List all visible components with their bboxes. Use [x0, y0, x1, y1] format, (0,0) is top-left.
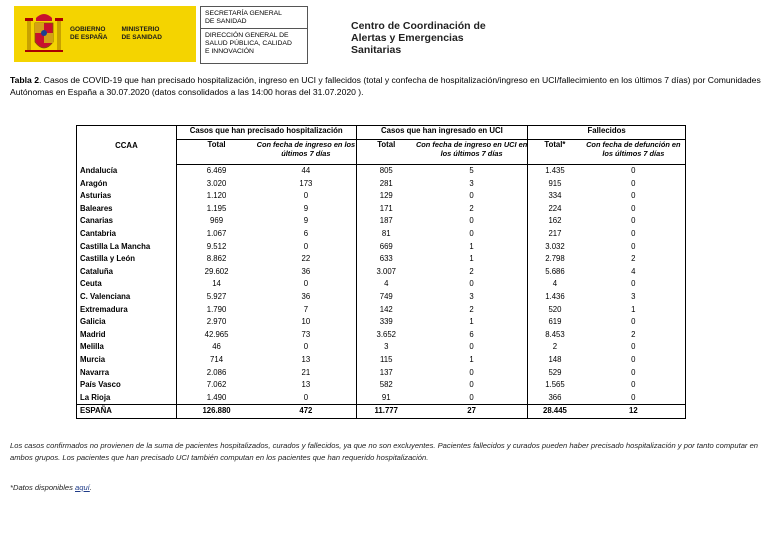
cell-fall-total: 224	[548, 203, 562, 213]
cell-ccaa: Murcia	[77, 354, 177, 367]
cell-fall-7d: 0	[582, 341, 686, 354]
cell-ccaa: Extremadura	[77, 304, 177, 317]
cell-hosp-7d: 21	[256, 367, 356, 380]
table-row	[77, 329, 686, 342]
table-row	[77, 203, 686, 216]
cell-fall-total: 1.435	[545, 166, 565, 175]
datos-disponibles-line	[10, 483, 92, 492]
cell-ccaa: Galicia	[77, 316, 177, 329]
cell-hosp-total: 6.469	[206, 166, 227, 175]
cell-hosp-total: 46	[212, 342, 221, 352]
cell-ccaa: Andalucía	[77, 165, 177, 178]
cell-fall-total: 5.686	[545, 266, 565, 276]
cell-ccaa: Asturias	[77, 190, 177, 203]
cell-uci-7d: 2	[416, 304, 528, 317]
cell-hosp-total: 3.020	[206, 178, 227, 188]
cell-fall-7d: 0	[582, 379, 686, 392]
cell-hosp-total: 2.970	[206, 317, 227, 327]
cell-hosp-7d: 0	[256, 190, 356, 203]
cell-hosp-7d: 13	[256, 354, 356, 367]
cell-fall-7d: 0	[582, 190, 686, 203]
cell-ccaa: Aragón	[77, 178, 177, 191]
cell-fall-7d: 4	[582, 266, 686, 279]
group-fallecidos: Fallecidos	[528, 126, 686, 140]
cell-ccaa: Madrid	[77, 329, 177, 342]
cell-fall-total: 2.798	[545, 254, 565, 264]
cell-fall-total: 8.453	[545, 329, 565, 339]
cell-uci-total: 81	[381, 228, 391, 238]
cell-ccaa: Navarra	[77, 367, 177, 380]
cell-uci-7d: 5	[416, 165, 528, 178]
cell-uci-total: 281	[379, 178, 393, 188]
cell-hosp-7d: 36	[256, 291, 356, 304]
cell-hosp-7d: 73	[256, 329, 356, 342]
header-uci-7d: Con fecha de ingreso en UCI en los últimos 7 días	[416, 140, 528, 165]
cell-uci-total: 142	[379, 304, 393, 314]
cell-fall-7d: 0	[582, 278, 686, 291]
table-row	[77, 367, 686, 380]
cell-fall-7d: 2	[582, 253, 686, 266]
cell-hosp-7d: 0	[256, 278, 356, 291]
header-hosp-7d: Con fecha de ingreso en los últimos 7 días	[256, 140, 356, 165]
cell-hosp-total: 1.195	[206, 203, 227, 213]
cell-fall-total: 28.445	[528, 405, 582, 419]
cell-hosp-total: 1.120	[206, 191, 227, 201]
cell-fall-total: 3.032	[545, 241, 565, 251]
cell-uci-total: 137	[379, 367, 393, 377]
cell-ccaa: Canarias	[77, 215, 177, 228]
cell-fall-7d: 2	[582, 329, 686, 342]
table-row	[77, 228, 686, 241]
cell-hosp-total: 1.490	[206, 392, 227, 402]
cell-ccaa: Cantabria	[77, 228, 177, 241]
ministerio-label: MINISTERIO DE SANIDAD	[121, 26, 162, 41]
table-row	[77, 354, 686, 367]
cell-uci-7d: 27	[416, 405, 528, 419]
cell-ccaa: Melilla	[77, 341, 177, 354]
cell-ccaa: ESPAÑA	[77, 405, 177, 419]
cell-uci-7d: 1	[416, 316, 528, 329]
cell-ccaa: Cataluña	[77, 266, 177, 279]
cell-fall-7d: 0	[582, 392, 686, 405]
table-row	[77, 341, 686, 354]
direccion-general: DIRECCIÓN GENERAL DE SALUD PÚBLICA, CALIDAD E INNOVACIÓN	[205, 32, 292, 55]
cell-fall-total: 1.565	[545, 380, 565, 390]
table-row	[77, 316, 686, 329]
cell-uci-7d: 0	[416, 190, 528, 203]
coat-of-arms-icon	[24, 10, 64, 58]
cell-hosp-total: 126.880	[176, 405, 256, 419]
cell-uci-7d: 0	[416, 341, 528, 354]
cell-fall-total: 148	[548, 354, 562, 364]
cell-fall-total: 162	[548, 216, 562, 226]
cell-uci-7d: 3	[416, 291, 528, 304]
cell-ccaa: La Rioja	[77, 392, 177, 405]
cell-uci-7d: 0	[416, 367, 528, 380]
cell-uci-7d: 1	[416, 253, 528, 266]
cell-hosp-total: 29.602	[204, 266, 229, 276]
cell-fall-7d: 0	[582, 203, 686, 216]
cell-fall-7d: 0	[582, 228, 686, 241]
cell-fall-7d: 0	[582, 165, 686, 178]
cell-uci-7d: 2	[416, 266, 528, 279]
government-banner	[14, 6, 196, 62]
table-row	[77, 392, 686, 405]
cell-fall-7d: 0	[582, 354, 686, 367]
cell-hosp-7d: 22	[256, 253, 356, 266]
table-row	[77, 215, 686, 228]
covid-table	[76, 125, 686, 419]
cell-uci-total: 4	[384, 279, 389, 289]
header-fall-7d: Con fecha de defunción en los últimos 7 días	[582, 140, 686, 165]
cell-fall-7d: 0	[582, 316, 686, 329]
cell-fall-7d: 0	[582, 241, 686, 254]
cell-fall-total: 915	[548, 178, 562, 188]
secretaria-box	[200, 6, 308, 64]
cell-uci-7d: 0	[416, 278, 528, 291]
cell-uci-7d: 6	[416, 329, 528, 342]
cell-ccaa: Ceuta	[77, 278, 177, 291]
cell-fall-7d: 0	[582, 178, 686, 191]
total-row	[77, 405, 686, 419]
table-body	[77, 165, 686, 419]
footnote: Los casos confirmados no provienen de la suma de pacientes hospitalizados, curados y fallecidos, ya que no son excluyentes. Pacientes fallecidos y curados pueden haber precisado hospitalización y por tanto computar en ambos grupos. Los pacientes que han precisado UCI también computan en los pacientes que han requerido hospitalización.	[10, 441, 759, 462]
table-row	[77, 266, 686, 279]
cell-hosp-7d: 9	[256, 203, 356, 216]
cell-hosp-total: 1.790	[206, 304, 227, 314]
header-hosp-total: Total	[176, 140, 256, 165]
cell-hosp-total: 2.086	[206, 367, 227, 377]
cell-hosp-total: 14	[212, 279, 221, 289]
cell-hosp-7d: 7	[256, 304, 356, 317]
cell-uci-total: 3.007	[376, 266, 396, 276]
group-uci: Casos que han ingresado en UCI	[356, 126, 528, 140]
header-uci-total: Total	[356, 140, 416, 165]
cell-uci-total: 633	[379, 254, 393, 264]
group-hospitalizacion: Casos que han precisado hospitalización	[176, 126, 356, 140]
caption-label: Tabla 2	[10, 75, 39, 85]
cell-uci-total: 339	[379, 317, 393, 327]
cell-fall-total: 1.436	[545, 291, 565, 301]
cell-uci-total: 3.652	[376, 329, 396, 339]
cell-hosp-7d: 0	[256, 241, 356, 254]
cell-fall-total: 334	[548, 191, 562, 201]
cell-fall-total: 2	[552, 342, 558, 352]
cell-uci-total: 129	[379, 191, 393, 201]
cell-fall-7d: 12	[582, 405, 686, 419]
cell-hosp-7d: 36	[256, 266, 356, 279]
gobierno-label: GOBIERNO DE ESPAÑA	[70, 26, 108, 41]
cell-hosp-7d: 13	[256, 379, 356, 392]
cell-fall-7d: 0	[582, 367, 686, 380]
cell-uci-7d: 1	[416, 241, 528, 254]
table-row	[77, 190, 686, 203]
cell-hosp-7d: 10	[256, 316, 356, 329]
cell-fall-total: 529	[548, 367, 562, 377]
table-row	[77, 379, 686, 392]
cell-uci-7d: 0	[416, 228, 528, 241]
cell-ccaa: Castilla La Mancha	[77, 241, 177, 254]
header-fall-total: Total*	[528, 140, 582, 165]
cell-hosp-7d: 0	[256, 392, 356, 405]
cell-uci-7d: 2	[416, 203, 528, 216]
cell-fall-total: 366	[548, 392, 562, 402]
cell-fall-total: 4	[552, 279, 558, 289]
cell-uci-total: 91	[381, 392, 391, 402]
table-row	[77, 178, 686, 191]
cell-hosp-7d: 173	[256, 178, 356, 191]
cell-uci-total: 115	[380, 354, 393, 364]
cell-uci-7d: 3	[416, 178, 528, 191]
cell-uci-total: 805	[379, 166, 393, 175]
cell-hosp-total: 42.965	[204, 329, 229, 339]
cell-uci-total: 11.777	[356, 405, 416, 419]
cell-hosp-total: 9.512	[206, 241, 227, 251]
table-row	[77, 278, 686, 291]
cell-hosp-7d: 472	[256, 405, 356, 419]
cell-ccaa: Baleares	[77, 203, 177, 216]
table-row	[77, 241, 686, 254]
cell-uci-total: 171	[379, 203, 393, 213]
header-ccaa: CCAA	[77, 126, 177, 165]
table-caption	[10, 74, 762, 98]
secretaria-general: SECRETARÍA GENERAL DE SANIDAD	[201, 7, 307, 29]
cell-hosp-7d: 0	[256, 341, 356, 354]
cell-uci-total: 582	[379, 380, 393, 390]
datos-suffix: .	[89, 483, 92, 492]
cell-uci-total: 187	[379, 216, 393, 226]
table-row	[77, 165, 686, 178]
cell-ccaa: C. Valenciana	[77, 291, 177, 304]
cell-uci-7d: 0	[416, 215, 528, 228]
table-row	[77, 291, 686, 304]
cell-fall-7d: 0	[582, 215, 686, 228]
cell-hosp-total: 714	[210, 354, 224, 364]
cell-hosp-7d: 44	[256, 165, 356, 178]
cell-fall-total: 520	[548, 304, 562, 314]
cell-uci-total: 749	[379, 291, 393, 301]
datos-link[interactable]: aquí	[75, 483, 90, 492]
cell-uci-total: 3	[384, 342, 389, 352]
cell-uci-7d: 0	[416, 379, 528, 392]
caption-text: . Casos de COVID-19 que han precisado hospitalización, ingreso en UCI y fallecidos (total y confecha de hospitalización/ingreso en UCI/fallecimiento en los últimos 7 días) por Comunidades Autónomas en España a 30.07.2020 (datos consolidados a las 14:00 horas del 31.07.2020 ).	[10, 75, 761, 97]
cell-hosp-total: 8.862	[206, 254, 227, 264]
cell-fall-7d: 3	[582, 291, 686, 304]
cell-hosp-7d: 6	[256, 228, 356, 241]
center-title: Centro de Coordinación de Alertas y Emergencias Sanitarias	[351, 20, 486, 56]
cell-ccaa: País Vasco	[77, 379, 177, 392]
cell-uci-total: 669	[379, 241, 393, 251]
cell-hosp-total: 5.927	[206, 291, 227, 301]
cell-fall-total: 619	[548, 317, 562, 327]
cell-fall-total: 217	[548, 228, 562, 238]
cell-uci-7d: 1	[416, 354, 528, 367]
cell-ccaa: Castilla y León	[77, 253, 177, 266]
cell-hosp-7d: 9	[256, 215, 356, 228]
table-row	[77, 304, 686, 317]
cell-hosp-total: 7.062	[206, 380, 227, 390]
cell-hosp-total: 1.067	[206, 228, 227, 238]
cell-hosp-total: 969	[210, 216, 224, 226]
cell-fall-7d: 1	[582, 304, 686, 317]
table-row	[77, 253, 686, 266]
cell-uci-7d: 0	[416, 392, 528, 405]
datos-prefix: *Datos disponibles	[10, 483, 76, 492]
